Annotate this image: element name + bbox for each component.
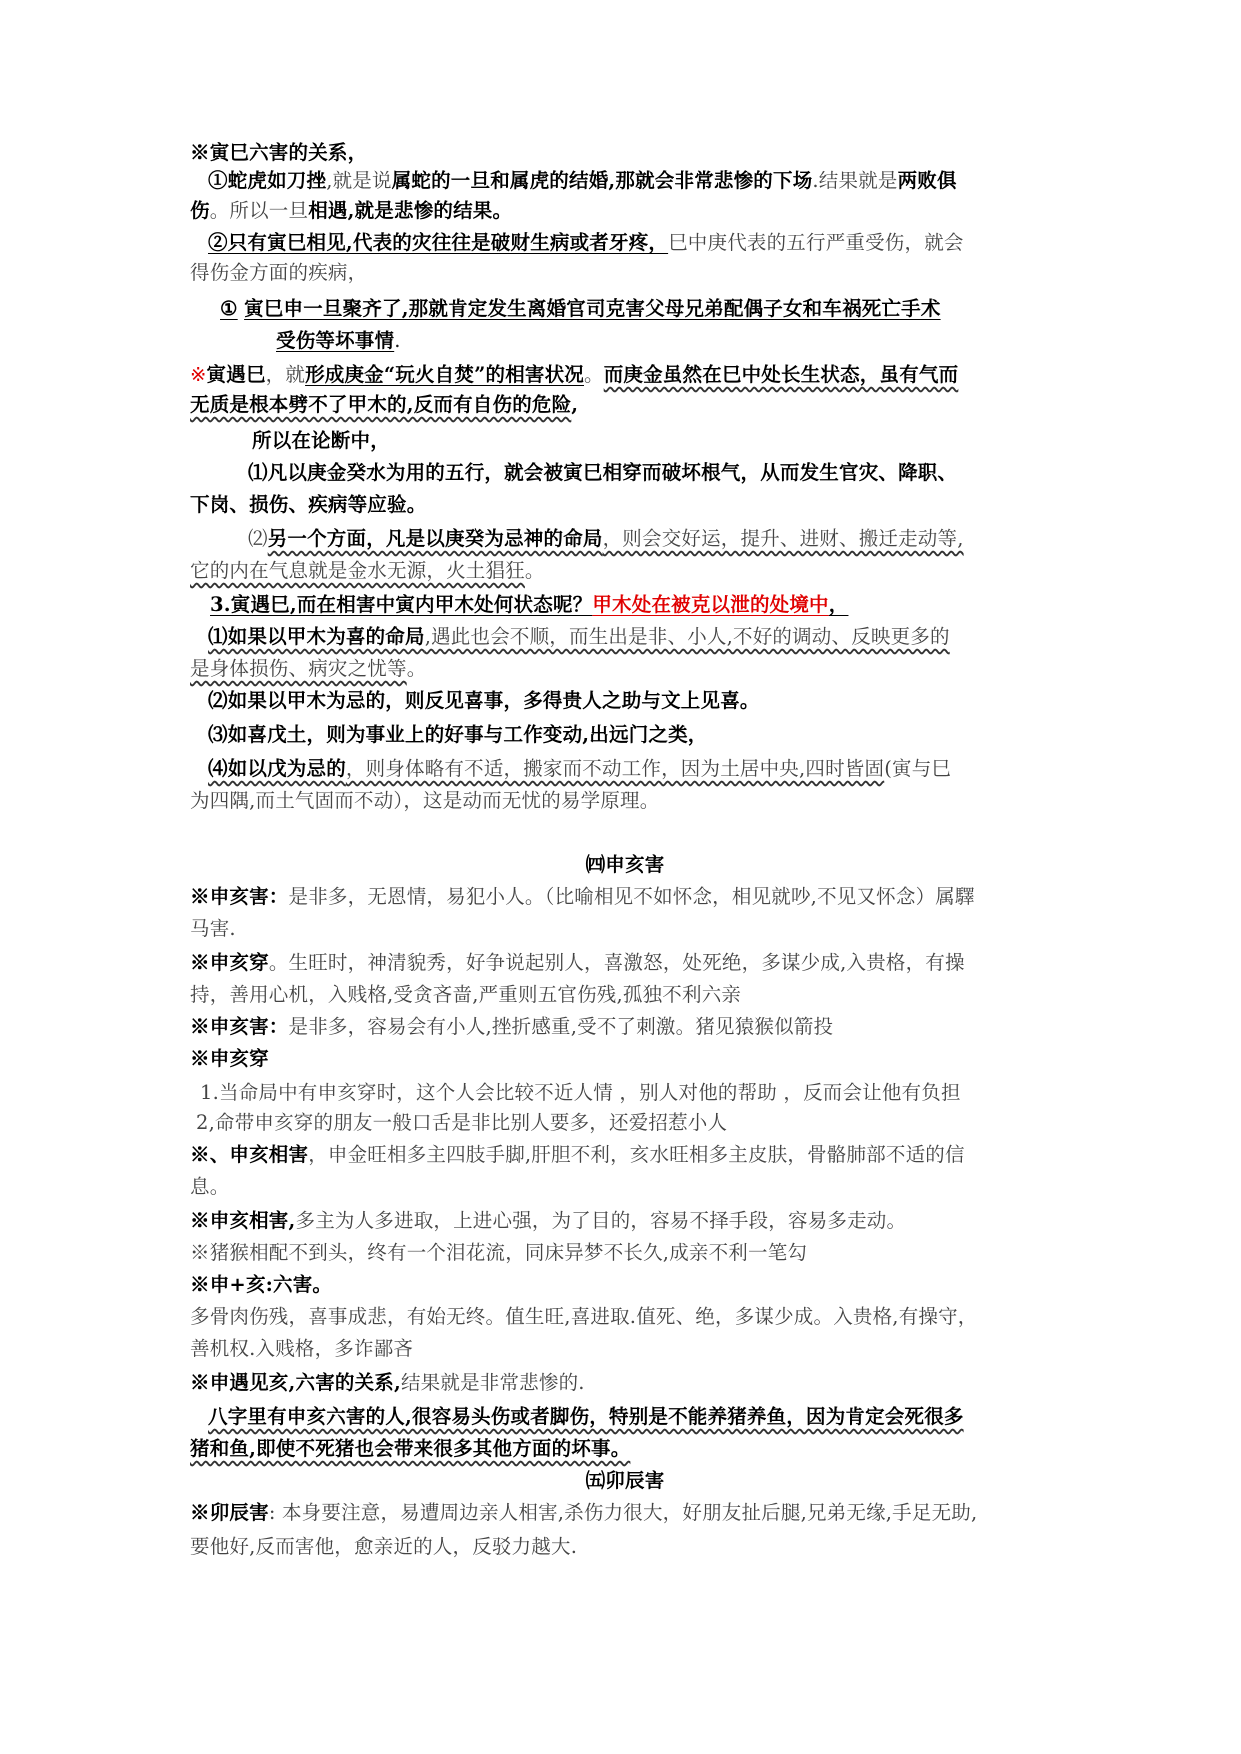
line-41 xyxy=(190,1496,1060,1529)
text-run: 结果就是非常悲惨的. xyxy=(400,1371,585,1394)
text-run: 马害. xyxy=(190,917,236,940)
text-run: ※申亥害： xyxy=(190,1015,289,1038)
text-run: 属蛇的一旦和属虎的结婚,那就会非常悲惨的下场 xyxy=(391,169,813,192)
line-12 xyxy=(248,522,1118,555)
text-run: .结果就是 xyxy=(812,169,898,192)
text-run: ※申亥相害, xyxy=(190,1209,296,1232)
line-8 xyxy=(190,388,1060,421)
line-33 xyxy=(190,1236,1060,1269)
text-run: 所以在论断中， xyxy=(252,429,390,452)
line-42 xyxy=(190,1530,1060,1563)
line-36 xyxy=(190,1332,1060,1365)
line-15 xyxy=(208,620,1078,653)
line-25 xyxy=(190,978,1060,1011)
line-32 xyxy=(190,1204,1060,1237)
text-run: 。 xyxy=(406,657,427,680)
section-heading xyxy=(190,848,1060,881)
text-run: ⑷如以戊为忌的 xyxy=(208,757,346,780)
text-run: 是非多，无恩情，易犯小人。（比喻相见不如怀念，相见就吵,不见又怀念）属驛 xyxy=(288,885,975,908)
text-run: 另一个方面，凡是以庚癸为忌神的命局 xyxy=(267,527,603,550)
text-run: 持，善用心机，入贱格,受贪吝啬,严重则五官伤残,孤独不利六亲 xyxy=(190,983,742,1006)
text-run: 善机权.入贱格，多诈鄙吝 xyxy=(190,1337,414,1360)
text-run: 受伤等坏事情 xyxy=(276,329,395,352)
text-run: 伤 xyxy=(190,199,210,222)
text-run: 2,命带申亥穿的朋友一般口舌是非比别人要多，还爱招惹小人 xyxy=(196,1111,728,1134)
line-6 xyxy=(276,324,1146,357)
text-run: 。生旺时，神清貌秀，好争说起别人，喜激怒，处死绝，多谋少成,入贵格，有操 xyxy=(268,951,965,974)
line-18 xyxy=(208,718,1078,751)
text-run: 3.寅遇巳,而在相害中寅内甲木处何状态呢？ xyxy=(210,593,593,616)
line-4 xyxy=(190,256,1060,289)
text-run: ，则身体略有不适，搬家而不动工作，因为土居中央,四时皆固 xyxy=(345,757,885,780)
text-run: 。 xyxy=(524,559,545,582)
line-23 xyxy=(190,912,1060,945)
text-run: 息。 xyxy=(190,1175,230,1198)
line-9 xyxy=(252,424,1122,457)
text-run: ※、申亥相害 xyxy=(190,1143,309,1166)
text-run: 形成庚金“玩火自焚”的相害状况 xyxy=(305,363,584,386)
line-39 xyxy=(190,1432,1060,1465)
text-run: ※卯辰害 xyxy=(190,1501,269,1524)
line-30 xyxy=(190,1138,1060,1171)
text-run: , xyxy=(571,393,579,416)
text-run: ① xyxy=(220,297,238,320)
text-run: ， xyxy=(828,593,849,616)
text-run: 下岗、损伤、疾病等应验。 xyxy=(190,493,427,516)
text-run: ，则会交好运，提升、进财、搬迁走动等, xyxy=(602,527,964,550)
line-26 xyxy=(190,1010,1060,1043)
line-1 xyxy=(208,164,1078,197)
text-run: ⑴如果以甲木为喜的命局 xyxy=(208,625,425,648)
text-run: 甲木处在被克以泄的处境中 xyxy=(592,593,829,616)
text-run: ⑵如果以甲木为忌的，则反见喜事，多得贵人之助与文上见喜。 xyxy=(208,689,760,712)
text-run: 相遇,就是悲惨的结果。 xyxy=(308,199,513,222)
text-run: 1.当命局中有申亥穿时，这个人会比较不近人情 ，别人对他的帮助 ，反而会让他有负担 xyxy=(200,1081,961,1104)
text-run: 两败俱 xyxy=(897,169,957,192)
line-28 xyxy=(200,1076,1070,1109)
text-run: ,就是说 xyxy=(326,169,392,192)
text-run: . xyxy=(394,329,401,352)
line-34 xyxy=(190,1268,1060,1301)
text-run: ⑵ xyxy=(248,527,268,550)
line-3 xyxy=(208,226,1078,259)
text-run: 无质是根本劈不了甲木的,反而有自伤的危险 xyxy=(190,393,572,416)
line-11 xyxy=(190,488,1060,521)
text-run: 八字里有申亥六害的人,很容易头伤或者脚伤，特别是不能养猪养鱼，因为肯定会死很多 xyxy=(208,1405,964,1428)
text-run: 而庚金虽然在巳中处长生状态，虽有气而 xyxy=(603,363,959,386)
text-run: ①蛇虎如刀挫 xyxy=(208,169,327,192)
text-run: 它的内在气息就是金水无源，火土猖狂 xyxy=(190,559,525,582)
text-run: (寅与巳 xyxy=(884,757,952,780)
line-20 xyxy=(190,784,1060,817)
line-5 xyxy=(220,292,1090,325)
line-13 xyxy=(190,554,1060,587)
text-run: 猪和鱼,即使不死猪也会带来很多其他方面的坏事。 xyxy=(190,1437,631,1460)
text-run: 是身体损伤、病灾之忧等 xyxy=(190,657,407,680)
text-run: 。所以一旦 xyxy=(209,199,309,222)
text-run: ，就 xyxy=(265,363,306,386)
text-run: ⑴凡以庚金癸水为用的五行，就会被寅巳相穿而破坏根气，从而发生官灾、降职、 xyxy=(248,461,958,484)
text-run: 是非多，容易会有小人,挫折感重,受不了刺激。猪见猿猴似箭投 xyxy=(288,1015,834,1038)
line-38 xyxy=(208,1400,1078,1433)
line-31 xyxy=(190,1170,1060,1203)
line-29 xyxy=(196,1106,1066,1139)
line-37 xyxy=(190,1366,1060,1399)
line-2 xyxy=(190,194,1060,227)
text-run: ,遇此也会不顺，而生出是非、小人,不好的调动、反映更多的 xyxy=(424,625,950,648)
text-run: : 本身要注意，易遭周边亲人相害,杀伤力很大，好朋友扯后腿,兄弟无缘,手足无助, xyxy=(268,1501,978,1524)
text-run: 寅遇巳 xyxy=(206,363,266,386)
text-run: ※申亥害： xyxy=(190,885,289,908)
line-24 xyxy=(190,946,1060,979)
line-19 xyxy=(208,752,1078,785)
line-10 xyxy=(248,456,1118,489)
text-run: 要他好,反而害他，愈亲近的人，反驳力越大. xyxy=(190,1535,578,1558)
line-17 xyxy=(208,684,1078,717)
text-run: ※寅巳六害的关系， xyxy=(190,141,368,164)
line-14 xyxy=(210,588,1080,621)
text-run: 多骨肉伤残，喜事成悲，有始无终。值生旺,喜进取.值死、绝，多谋少成。入贵格,有操守， xyxy=(190,1305,978,1328)
text-run: ⑶如喜戊土，则为事业上的好事与工作变动,出远门之类， xyxy=(208,723,708,746)
text-run: 。 xyxy=(584,363,604,386)
line-35 xyxy=(190,1300,1060,1333)
text-run: ※申亥穿 xyxy=(190,1047,269,1070)
text-run: ※申遇见亥,六害的关系, xyxy=(190,1371,401,1394)
line-16 xyxy=(190,652,1060,685)
text-run: ※申+亥:六害。 xyxy=(190,1273,333,1296)
text-run: ※申亥穿 xyxy=(190,951,269,974)
text-run: ※猪猴相配不到头，终有一个泪花流，同床异梦不长久,成亲不利一笔勾 xyxy=(190,1241,808,1264)
text-run: ㈤卯辰害 xyxy=(585,1469,665,1492)
section-heading xyxy=(190,1464,1060,1497)
text-run: 多主为人多进取，上进心强，为了目的，容易不择手段，容易多走动。 xyxy=(295,1209,907,1232)
text-run: 寅巳申一旦聚齐了,那就肯定发生离婚官司克害父母兄弟配偶子女和车祸死亡手术 xyxy=(244,297,941,320)
line-27 xyxy=(190,1042,1060,1075)
text-run: ，申金旺相多主四肢手脚,肝胆不利，亥水旺相多主皮肤，骨骼肺部不适的信 xyxy=(308,1143,965,1166)
line-7 xyxy=(190,358,1060,391)
text-run: 巳中庚代表的五行严重受伤，就会 xyxy=(668,231,964,254)
line-22 xyxy=(190,880,1060,913)
text-run: ※ xyxy=(190,363,207,386)
text-run: 得伤金方面的疾病， xyxy=(190,261,368,284)
text-run: 为四隅,而土气固而不动），这是动而无忧的易学原理。 xyxy=(190,789,660,812)
text-run: ㈣申亥害 xyxy=(585,853,665,876)
text-run: ②只有寅巳相见,代表的灾往往是破财生病或者牙疼， xyxy=(208,231,669,254)
